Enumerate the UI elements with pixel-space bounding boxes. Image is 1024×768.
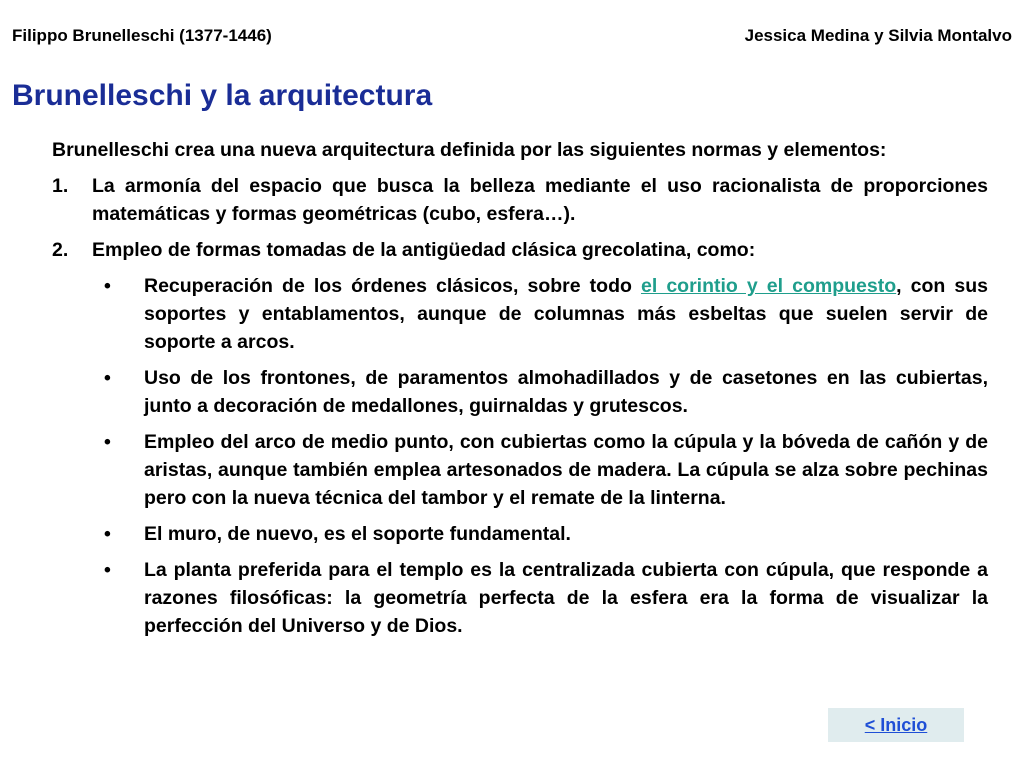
home-button[interactable] [828,708,964,742]
list-item-number: 1. [52,175,69,197]
bullet-item-frontones [52,364,988,420]
bullet-item-muro [52,520,988,548]
bullet-icon: • [104,275,111,297]
bullet-item-planta [52,556,988,640]
list-item-2 [52,236,988,264]
header-authors: Jessica Medina y Silvia Montalvo [744,26,1012,45]
bullet-item-arco [52,428,988,512]
home-link[interactable]: < Inicio [864,714,928,735]
intro-paragraph: Brunelleschi crea una nueva arquitectura definida por las siguientes normas y elementos: [52,139,887,161]
bullet-list [52,272,988,640]
page-title: Brunelleschi y la arquitectura [12,79,433,112]
bullet-text: Recuperación de los órdenes clásicos, sobre todo [144,275,641,297]
list-item-text: Empleo de formas tomadas de la antigüedad clásica grecolatina, como: [92,239,756,261]
list-item-1 [52,172,988,228]
list-item-number: 2. [52,239,69,261]
list-item-text: La armonía del espacio que busca la belleza mediante el uso racionalista de proporciones matemáticas y formas geométricas (cubo, esfera…). [92,175,988,225]
bullet-text: Uso de los frontones, de paramentos almohadillados y de casetones en las cubiertas, junto a decoración de medallones, guirnaldas y grutescos. [144,367,988,417]
corintio-compuesto-link[interactable]: el corintio y el compuesto [640,275,897,297]
bullet-text: La planta preferida para el templo es la centralizada cubierta con cúpula, que responde a razones filosóficas: la geometría perfecta de la esfera era la forma de visualizar la perfección del Universo y de Dios. [144,559,988,637]
bullet-text: , con sus soportes y entablamentos, aunque de columnas más esbeltas que suelen servir de soporte a arcos. [144,275,988,353]
bullet-icon: • [104,367,111,389]
bullet-icon: • [104,559,111,581]
bullet-icon: • [104,431,111,453]
bullet-text: El muro, de nuevo, es el soporte fundamental. [144,523,571,545]
bullet-text: Empleo del arco de medio punto, con cubiertas como la cúpula y la bóveda de cañón y de aristas, aunque también emplea artesonados de madera. La cúpula se alza sobre pechinas pero con la nueva técnica del tambor y el remate de la linterna. [144,431,988,509]
bullet-icon: • [104,523,111,545]
content-body [52,136,988,648]
bullet-item-ordenes [52,272,988,356]
header-left-title: Filippo Brunelleschi (1377-1446) [12,26,272,45]
